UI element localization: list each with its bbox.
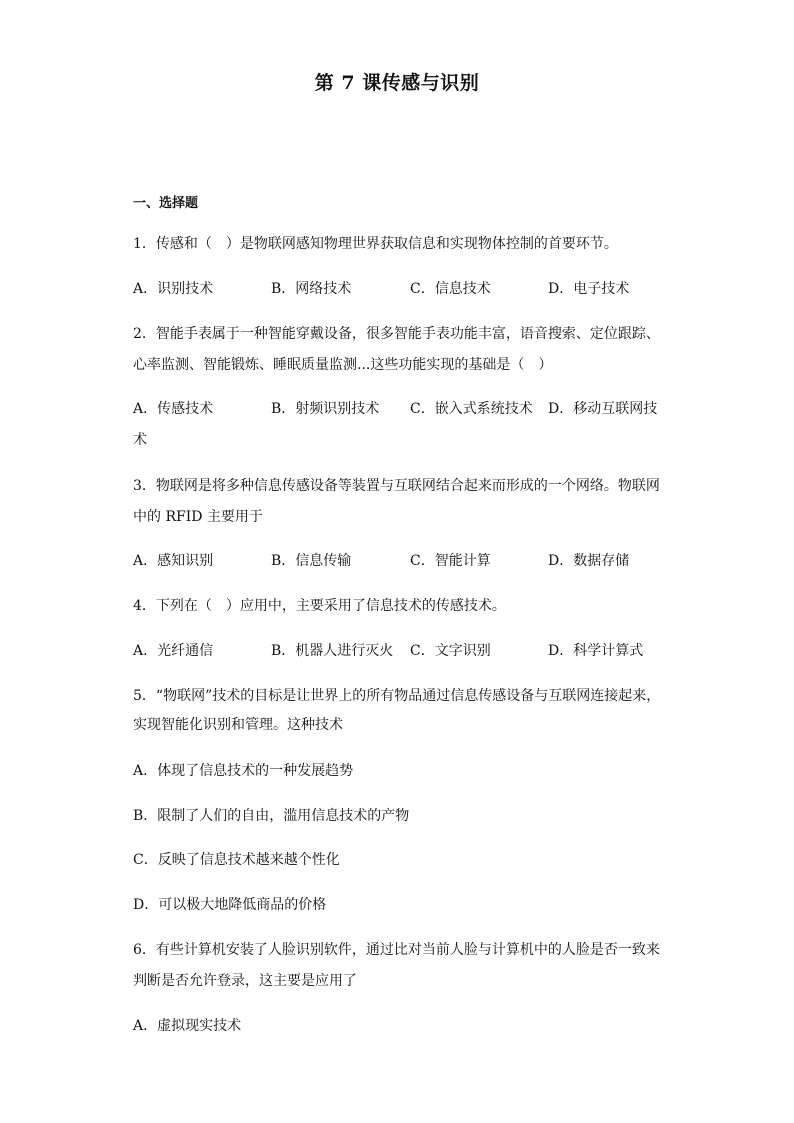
question-2-option-a: A．传感技术 xyxy=(133,401,214,417)
question-1-option-c: C．信息技术 xyxy=(410,281,491,297)
question-1-option-b: B．网络技术 xyxy=(271,281,352,297)
question-3-option-b: B．信息传输 xyxy=(271,553,352,569)
question-4-option-b: B．机器人进行灭火 xyxy=(271,643,394,659)
question-6-text-line-2: 判断是否允许登录，这主要是应用了 xyxy=(133,973,357,989)
question-1-text: 1．传感和（ ）是物联网感知物理世界获取信息和实现物体控制的首要环节。 xyxy=(133,236,618,252)
question-2-text-line-2: 心率监测、智能锻炼、睡眠质量监测...这些功能实现的基础是（ ） xyxy=(133,357,553,373)
question-1-option-d: D．电子技术 xyxy=(548,281,630,297)
page-title: 第 7 课传感与识别 xyxy=(314,72,480,94)
question-6-option-a: A．虚拟现实技术 xyxy=(133,1018,242,1034)
question-5-text-line-2: 实现智能化识别和管理。这种技术 xyxy=(133,717,343,733)
question-5-option-c: C．反映了信息技术越来越个性化 xyxy=(133,852,340,868)
section-heading: 一、选择题 xyxy=(133,196,199,211)
question-3-option-c: C．智能计算 xyxy=(410,553,491,569)
question-5-text-line-1: 5．“物联网”技术的目标是让世界上的所有物品通过信息传感设备与互联网连接起来， xyxy=(133,688,661,704)
question-2-option-b: B．射频识别技术 xyxy=(271,401,380,417)
question-6-text-line-1: 6．有些计算机安装了人脸识别软件，通过比对当前人脸与计算机中的人脸是否一致来 xyxy=(133,942,660,958)
question-3-option-d: D．数据存储 xyxy=(548,553,630,569)
question-5-option-d: D．可以极大地降低商品的价格 xyxy=(133,897,327,913)
question-3-option-a: A．感知识别 xyxy=(133,553,214,569)
question-1-option-a: A．识别技术 xyxy=(133,281,214,297)
question-4-option-a: A．光纤通信 xyxy=(133,643,214,659)
question-2-option-d-wrap: 术 xyxy=(133,432,147,448)
question-4-option-c: C．文字识别 xyxy=(410,643,491,659)
question-3-text-line-2: 中的 RFID 主要用于 xyxy=(133,509,263,525)
question-5-option-a: A．体现了信息技术的一种发展趋势 xyxy=(133,763,354,779)
question-2-option-d: D．移动互联网技 xyxy=(548,401,658,417)
question-2-option-c: C．嵌入式系统技术 xyxy=(410,401,533,417)
question-5-option-b: B．限制了人们的自由，滥用信息技术的产物 xyxy=(133,808,410,824)
question-3-text-line-1: 3．物联网是将多种信息传感设备等装置与互联网结合起来而形成的一个网络。物联网 xyxy=(133,478,660,494)
question-4-text: 4．下列在（ ）应用中，主要采用了信息技术的传感技术。 xyxy=(133,598,506,614)
question-4-option-d: D．科学计算式 xyxy=(548,643,644,659)
question-2-text-line-1: 2．智能手表属于一种智能穿戴设备，很多智能手表功能丰富，语音搜索、定位跟踪、 xyxy=(133,326,660,342)
